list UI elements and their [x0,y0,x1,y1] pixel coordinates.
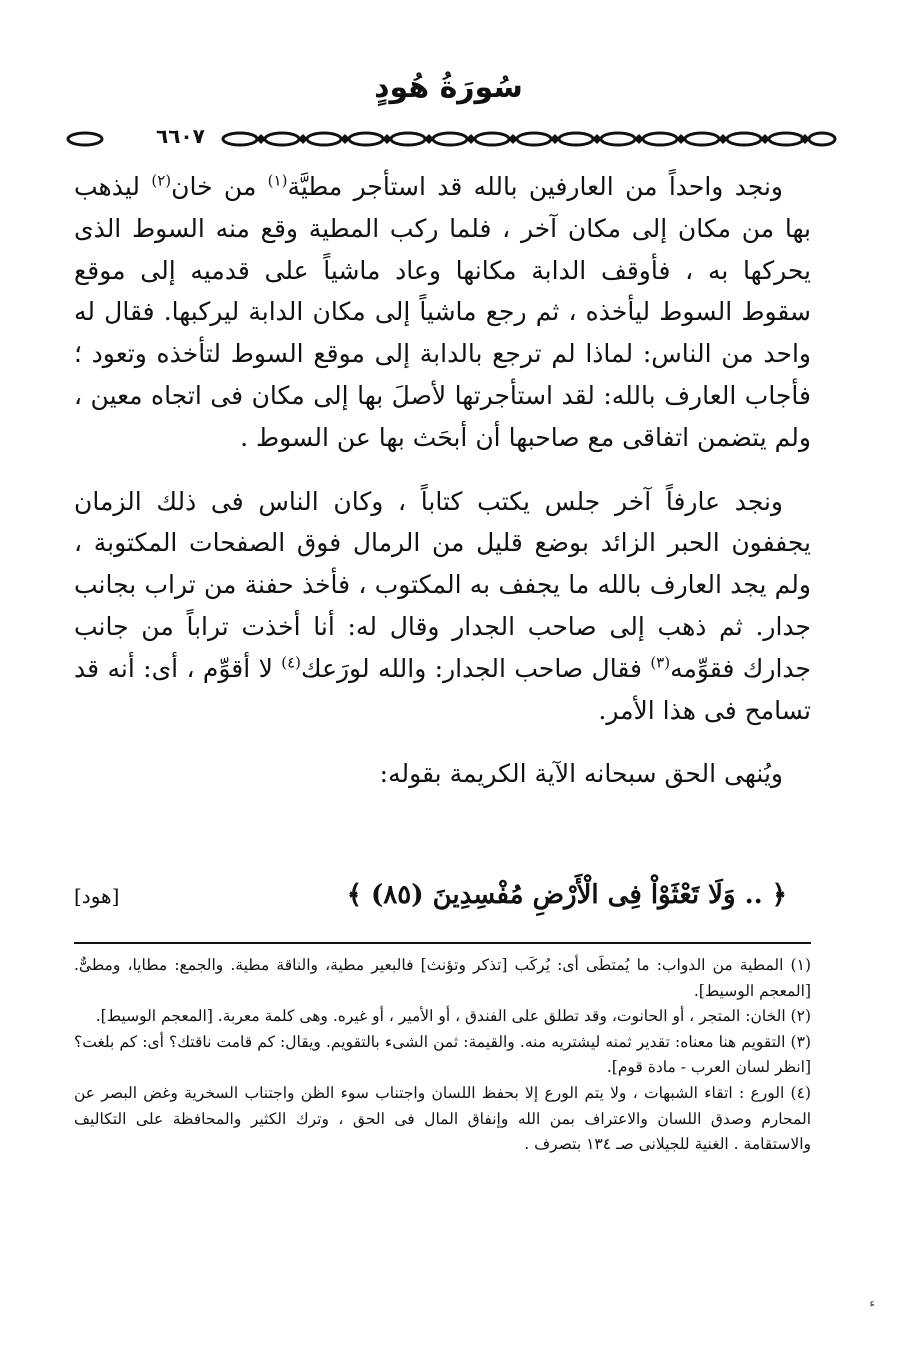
footnote-1: (١) المطية من الدواب: ما يُمتطَى أى: يُركَب [تذكر وتؤنث] فالبعير مطية، والناقة مطية. والجمع: مطايا، ومطىٌّ. [المعجم الوسيط]. [74,956,811,1000]
paragraph-1-text: ونجد واحداً من العارفين بالله قد استأجر مطيَّة [287,172,783,201]
paragraph-2-text: فقال صاحب الجدار: والله لورَعك [301,653,651,683]
paragraph-3: ويُنهى الحق سبحانه الآية الكريمة بقوله: [379,759,783,789]
page-number: ٦٦٠٧ [152,124,209,148]
footnote-ref-2: (٢) [151,171,172,190]
paragraph-2 [74,481,811,732]
page-header [60,70,837,150]
paragraph-2-text: لا أقوِّم ، أى: أنه قد تسامح فى هذا الأمر. [74,653,811,725]
footnote-separator [74,942,811,944]
quran-verse: ﴿ .. وَلَا تَعْثَوْاْ فِى الْأَرْضِ مُفْسِدِينَ (٨٥) ﴾ [346,880,787,910]
footnote-ref-1: (١) [267,171,288,190]
verse-reference: [هود] [74,884,120,908]
footnote-2: (٢) الخان: المتجر ، أو الحانوت، وقد تطلق على الفندق ، أو الأمير ، أو غيره. وهى كلمة معربة. [المعجم الوسيط]. [95,1007,811,1026]
main-text [74,166,811,795]
paragraph-1-text: من خان [171,172,268,201]
footnotes [74,953,811,1158]
quran-verse-row [74,880,787,920]
footnote-4: (٤) الورع : اتقاء الشبهات ، ولا يتم الورع إلا بحفظ اللسان واجتناب سوء الظن واجتناب السخرية وغض البصر عن المحارم وصدق اللسان والاعتراف بمن الله وإنفاق المال فى الحق ، وترك الكثير والمحافظة على التكاليف والاستقامة . الغنية للجيلانى صـ ١٣٤ بتصرف . [74,1083,811,1154]
footnote-ref-3: (٣) [650,653,671,672]
margin-mark: ء [869,1296,875,1310]
paragraph-2-text: ونجد عارفاً آخر جلس يكتب كتاباً ، وكان الناس فى ذلك الزمان يجففون الحبر الزائد بوضع قليل من الرمال فوق الصفحات المكتوبة ، ولم يجد العارف بالله ما يجفف به المكتوب ، فأخذ حفنة من تراب بجانب جدار. ثم ذهب إلى صاحب الجدار وقال له: أنا أخذت تراباً من جانب جدارك فقوِّمه [74,486,811,683]
paragraph-1 [74,166,811,459]
footnote-ref-4: (٤) [281,653,301,672]
footnote-3: (٣) التقويم هنا معناه: تقدير ثمنه ليشتريه منه. والقيمة: ثمن الشىء بالتقويم. ويقال: كم قامت ناقتك؟ أى: كم بلغت؟ [انظر لسان العرب - مادة قوم]. [74,1032,811,1077]
paragraph-1-text: ليذهب بها من مكان إلى مكان آخر ، فلما ركب المطية وقع منه السوط الذى يحركها به ، فأوقف الدابة مكانها وعاد ماشياً على قدميه إلى موقع سقوط السوط ليأخذه ، ثم رجع ماشياً إلى مكان الدابة ليركبها. فقال له واحد من الناس: لماذا لم ترجع بالدابة إلى موقع السوط لتأخذه وتعود ؛ فأجاب العارف بالله: لقد استأجرتها لأصلَ بها إلى مكان فى اتجاه معين ، ولم يتضمن اتفاقى مع صاحبها أن أبحَث بها عن السوط . [74,172,811,452]
surah-title: سُورَةُ هُودٍ [374,70,523,105]
